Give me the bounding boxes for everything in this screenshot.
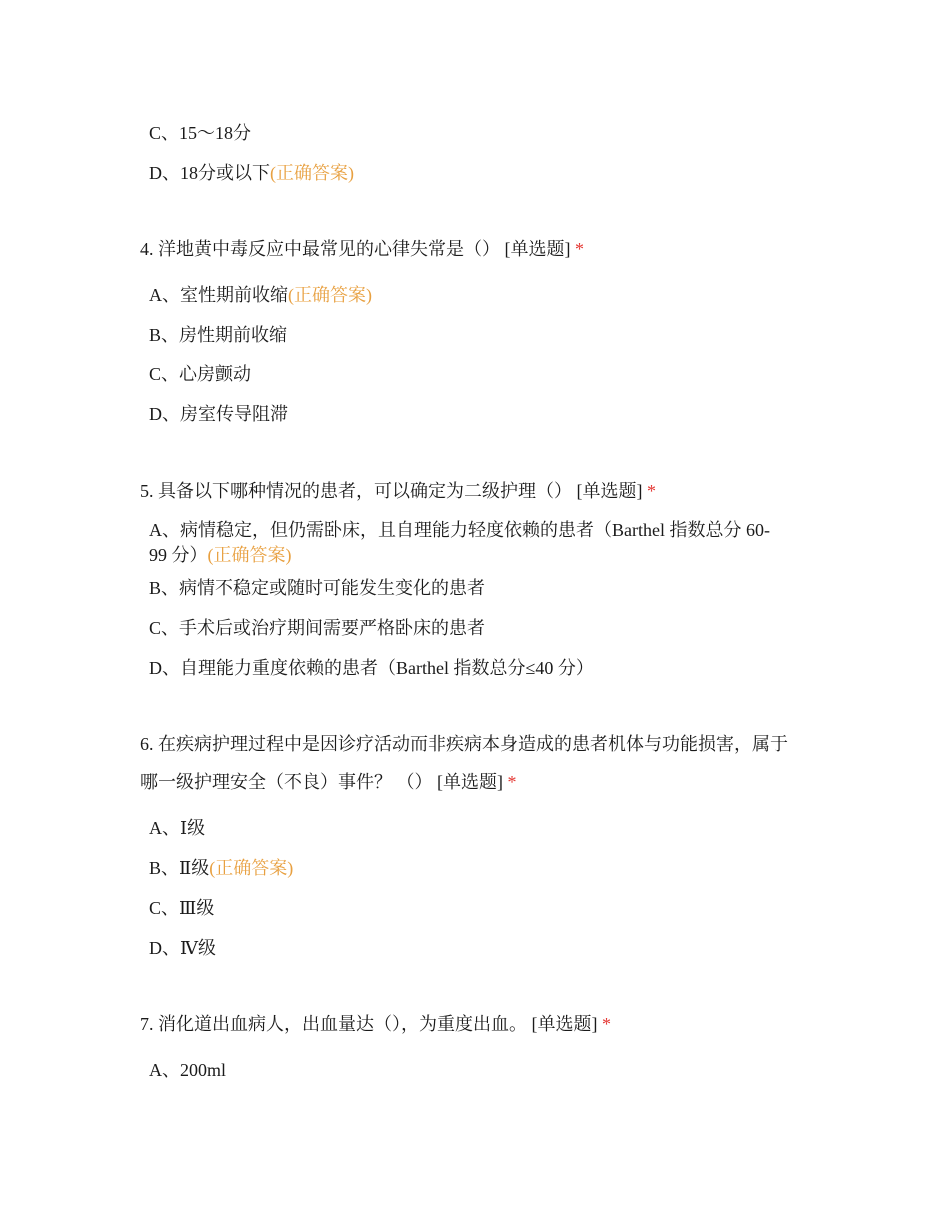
- q5-option-d: D、自理能力重度依赖的患者（Barthel 指数总分≤40 分）: [149, 658, 594, 678]
- q4-option-a: A、室性期前收缩(正确答案): [149, 285, 372, 305]
- q5-option-a-line2: 99 分）(正确答案): [149, 545, 292, 565]
- q7-option-a: A、200ml: [149, 1060, 227, 1080]
- q4-option-d: D、房室传导阻滞: [149, 404, 288, 424]
- required-marker: *: [602, 1014, 611, 1034]
- required-marker: *: [647, 481, 656, 501]
- q6-title-line1: 6. 在疾病护理过程中是因诊疗活动而非疾病本身造成的患者机体与功能损害，属于: [140, 734, 788, 754]
- correct-answer-tag: (正确答案): [270, 163, 354, 183]
- q6-option-b: B、Ⅱ级(正确答案): [149, 858, 294, 878]
- q5-option-a-line1: A、病情稳定，但仍需卧床，且自理能力轻度依赖的患者（Barthel 指数总分 60-: [149, 520, 770, 540]
- q4-title: 4. 洋地黄中毒反应中最常见的心律失常是（） [单选题] *: [140, 239, 584, 259]
- q4-option-c: C、心房颤动: [149, 364, 252, 384]
- q5-option-b: B、病情不稳定或随时可能发生变化的患者: [149, 578, 486, 598]
- q6-option-d: D、Ⅳ级: [149, 938, 216, 958]
- required-marker: *: [575, 239, 584, 259]
- q3-option-c: C、15～18分: [149, 123, 252, 143]
- q5-title: 5. 具备以下哪种情况的患者，可以确定为二级护理（） [单选题] *: [140, 481, 656, 501]
- required-marker: *: [507, 772, 517, 792]
- q6-option-a: A、Ⅰ级: [149, 818, 206, 838]
- correct-answer-tag: (正确答案): [207, 545, 292, 565]
- q6-option-c: C、Ⅲ级: [149, 898, 215, 918]
- q5-option-c: C、手术后或治疗期间需要严格卧床的患者: [149, 618, 486, 638]
- correct-answer-tag: (正确答案): [209, 858, 294, 878]
- correct-answer-tag: (正确答案): [288, 285, 372, 305]
- q3-option-d: D、18分或以下(正确答案): [149, 163, 354, 183]
- q7-title: 7. 消化道出血病人，出血量达（），为重度出血。 [单选题] *: [140, 1014, 611, 1034]
- q4-option-b: B、房性期前收缩: [149, 325, 288, 345]
- q6-title-line2: 哪一级护理安全（不良）事件？ （） [单选题] *: [140, 772, 517, 792]
